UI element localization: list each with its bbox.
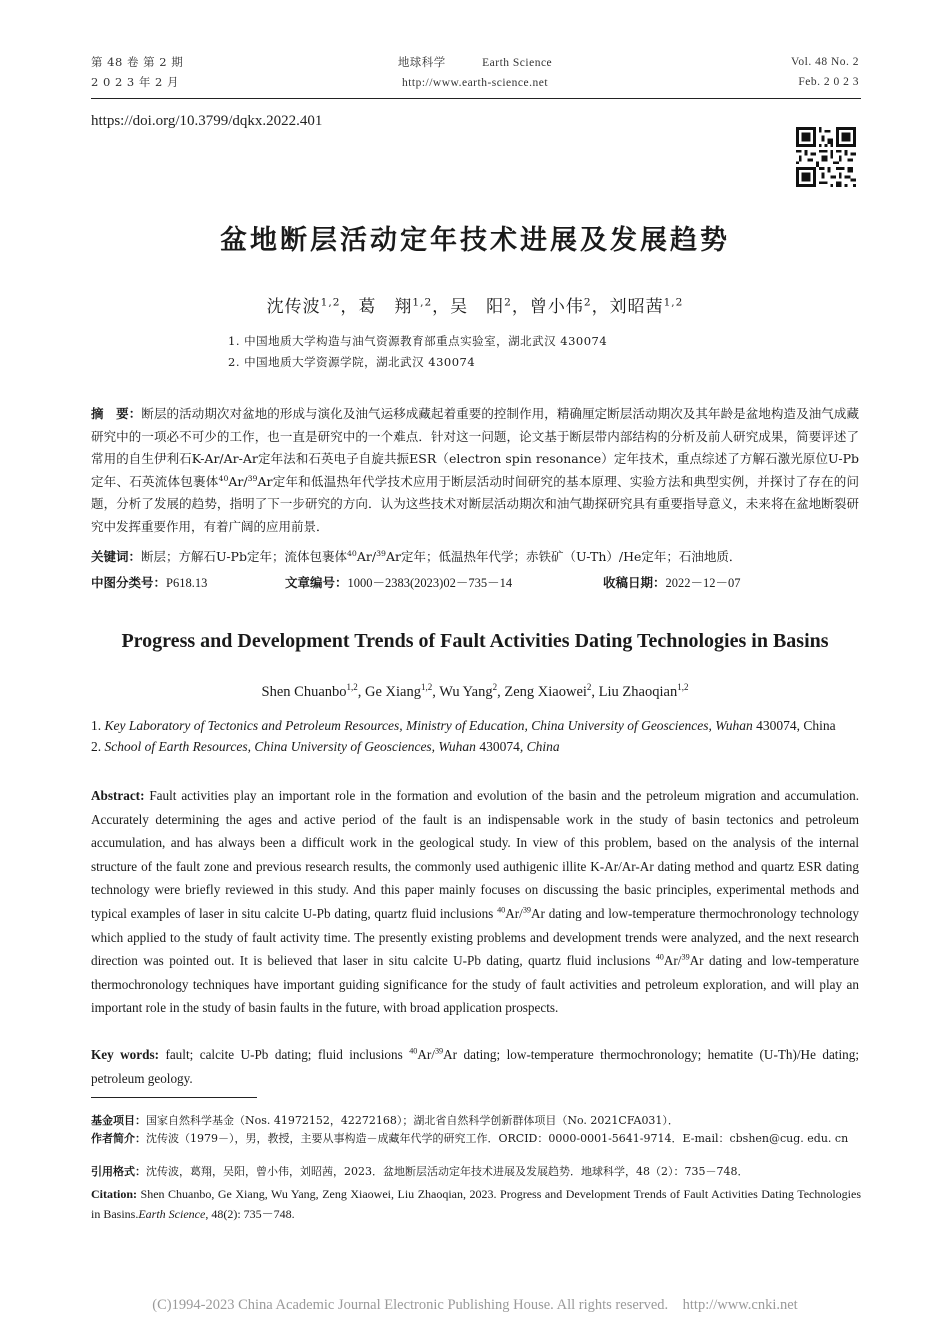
title-en: Progress and Development Trends of Fault Activities Dating Technologies in Basins [121, 630, 829, 652]
abstract-en-label: Abstract: [91, 788, 145, 803]
issue-volume-cn: 第 48 卷 第 2 期 [91, 55, 184, 69]
abstract-cn: 摘 要：断层的活动期次对盆地的形成与演化及油气运移成藏起着重要的控制作用，精确厘定断层活动期次及其年龄是盆地构造及油气成藏研究中的一项必不可少的工作，也一直是研究中的一个难点．针对这一问题，论文基于断层带内部结构的分析及前人研究成果，简要评述了常用的自生伊利石K-Ar/Ar-Ar定年法和石英电子自旋共振ESR（electron spin resonance）定年技术，重点综述了方解石激光原位U-Pb定年、石英流体包裹体$^{40}$Ar/$^{39}$Ar定年和低温热年代学技术应用于断层活动时间研究的基本原理、实验方法和典型实例，并探讨了存在的问题，分析了发展的趋势，指明了下一步研究的方向．认为这些技术对断层活动期次和油气勘探研究具有重要指导意义，未来将在盆地断裂研究中发挥重要作用，有着广阔的应用前景． [91, 406, 859, 534]
affiliations-en [91, 715, 836, 757]
affiliation-en: 2. School of Earth Resources, China University of Geosciences, Wuhan 430074, China [91, 739, 560, 754]
author-cn: 沈传波$^{1,2}$ [266, 296, 341, 317]
journal-name-cn: 地球科学 [397, 55, 446, 69]
issue-date-cn: 2 0 2 3 年 2 月 [91, 75, 180, 89]
journal-name [325, 52, 625, 73]
cnki-watermark: (C)1994-2023 China Academic Journal Electronic Publishing House. All rights reserved. http://www.cnki.net [152, 1297, 798, 1313]
keywords-cn: 关键词：断层；方解石U-Pb定年；流体包裹体$^{40}$Ar/$^{39}$Ar定年；低温热年代学；赤铁矿（U-Th）/He定年；石油地质． [91, 548, 742, 564]
author-cn: 吴 阳$^2$ [450, 296, 512, 317]
keywords-en-label: Key words: [91, 1047, 159, 1062]
header-rule [91, 98, 861, 99]
author-en: Liu Zhaoqian$^{1,2}$ [598, 682, 689, 700]
author-bio: 作者简介：沈传波（1979－），男，教授，主要从事构造－成藏年代学的研究工作．ORCID：0000-0001-5641-9714．E-mail：cbshen@cug. edu. cn [91, 1132, 849, 1145]
author-cn: 葛 翔$^{1,2}$ [358, 296, 433, 317]
affiliation-en: 1. Key Laboratory of Tectonics and Petroleum Resources, Ministry of Education, China University of Geosciences, Wuhan 430074, China [91, 718, 836, 733]
abstract-en: Abstract: Fault activities play an important role in the formation and evolution of the basin and the petroleum migration and accumulation. Accurately determining the ages and active period of the fault is an indispensable work in the study of basin tectonics and petroleum accumulation, and has always been a difficult work in the geological study. In view of this problem, based on the analysis of the internal structure of the fault zone and previous research results, the commonly used authigenic illite K-Ar/Ar-Ar dating method and quartz ESR dating technology were briefly reviewed in this study. And this paper mainly focuses on discussing the basic principles, experimental methods and typical examples of laser in situ calcite U-Pb dating, quartz fluid inclusions $^{40}$Ar/$^{39}$Ar dating and low-temperature thermochronology technology which applied to the study of fault activity time. The presently existing problems and development trends were analyzed, and the next research direction was pointed out. It is believed that laser in situ calcite U-Pb dating, quartz fluid inclusions $^{40}$Ar/$^{39}$Ar dating and low-temperature thermochronology techniques have important guiding significance for the study of fault activities and petroleum exploration, and will play an important role in the study of basin faults in the future, with broad application prospects. [91, 788, 860, 1016]
received-date: 收稿日期：2022－12－07 [603, 575, 741, 590]
abstract-cn-label: 摘 要： [91, 406, 142, 421]
issue-volume-en: Vol. 48 No. 2 [791, 56, 859, 68]
author-cn: 曾小伟$^2$ [529, 296, 592, 317]
issue-info-en [791, 52, 859, 92]
authors-en: Shen Chuanbo$^{1,2}$, Ge Xiang$^{1,2}$, Wu Yang$^2$, Zeng Xiaowei$^2$, Liu Zhaoqian$^{1,2}$ [261, 682, 689, 700]
issue-date-en: Feb. 2 0 2 3 [798, 76, 859, 88]
journal-name-en: Earth Science [482, 57, 553, 69]
fund-info: 基金项目：国家自然科学基金（Nos. 41972152，42272168）；湖北省自然科学创新群体项目（No. 2021CFA031）． [91, 1114, 679, 1127]
classification-number: 中图分类号：P618.13 [91, 575, 208, 590]
affiliations-cn [228, 331, 607, 373]
author-en: Wu Yang$^2$ [439, 682, 498, 700]
journal-header [325, 52, 625, 93]
citation-en: Citation: Shen Chuanbo, Ge Xiang, Wu Yang, Zeng Xiaowei, Liu Zhaoqian, 2023. Progress and Development Trends of Fault Activities Dating Technologies in Basins.Earth Science, 48(2): 735－748. [91, 1187, 862, 1221]
journal-url[interactable]: http://www.earth-science.net [401, 77, 549, 89]
citation-cn: 引用格式：沈传波，葛翔，吴阳，曾小伟，刘昭茜，2023．盆地断层活动定年技术进展及发展趋势．地球科学，48（2）：735－748． [91, 1165, 749, 1178]
affiliation-cn: 1. 中国地质大学构造与油气资源教育部重点实验室，湖北武汉 430074 [228, 334, 608, 348]
article-number: 文章编号：1000－2383(2023)02－735－14 [285, 575, 513, 590]
qr-code-icon [796, 127, 856, 187]
author-en: Ge Xiang$^{1,2}$ [365, 682, 433, 700]
keywords-en: Key words: fault; calcite U-Pb dating; fluid inclusions $^{40}$Ar/$^{39}$Ar dating; low-temperature thermochronology; hematite (U-Th)/He dating; petroleum geology. [91, 1046, 859, 1086]
doi-link[interactable]: https://doi.org/10.3799/dqkx.2022.401 [91, 113, 323, 129]
affiliation-cn: 2. 中国地质大学资源学院，湖北武汉 430074 [228, 355, 476, 369]
footnote-rule [91, 1097, 257, 1098]
author-cn: 刘昭茜$^{1,2}$ [609, 296, 684, 317]
author-en: Shen Chuanbo$^{1,2}$ [261, 682, 358, 700]
issue-info [91, 52, 183, 92]
author-en: Zeng Xiaowei$^2$ [504, 682, 592, 700]
title-cn: 盆地断层活动定年技术进展及发展趋势 [220, 225, 730, 256]
authors-cn: 沈传波$^{1,2}$，葛 翔$^{1,2}$，吴 阳$^2$，曾小伟$^2$，刘昭茜$^{1,2}$ [266, 296, 684, 317]
keywords-cn-label: 关键词： [91, 549, 142, 564]
